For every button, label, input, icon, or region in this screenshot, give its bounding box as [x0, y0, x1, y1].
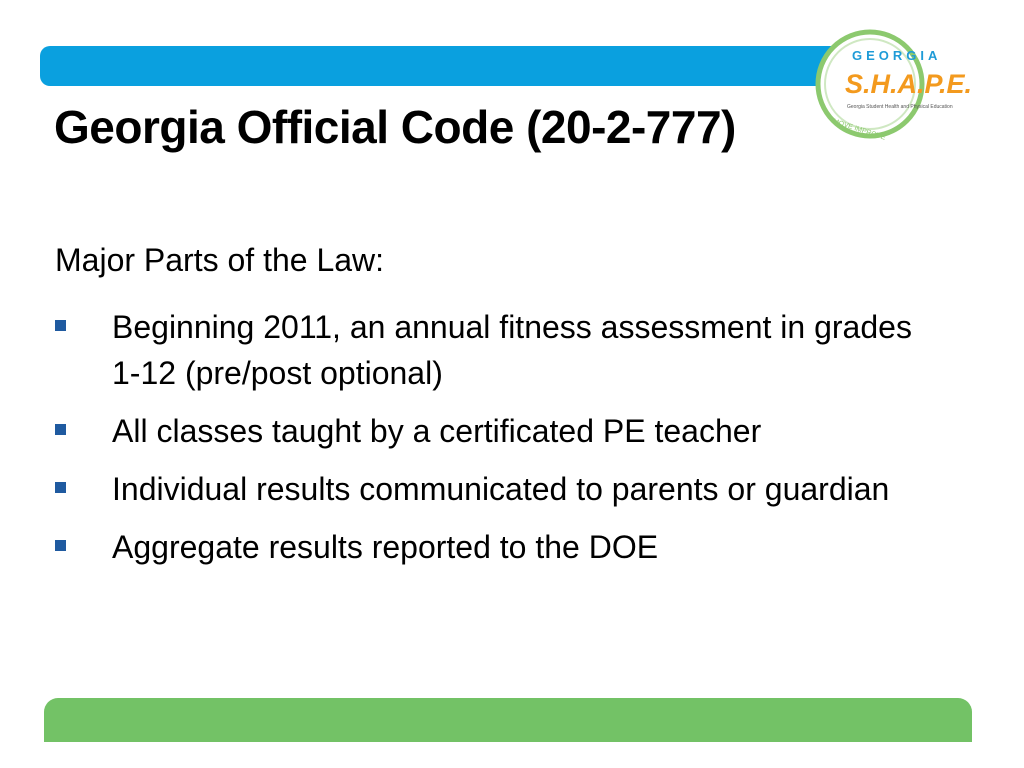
top-accent-bar [40, 46, 900, 86]
square-bullet-icon [55, 424, 66, 435]
square-bullet-icon [55, 320, 66, 331]
square-bullet-icon [55, 540, 66, 551]
logo-tagline: Georgia Student Health and Physical Education [847, 104, 953, 110]
logo-main-text: S.H.A.P.E. [845, 69, 973, 99]
square-bullet-icon [55, 482, 66, 493]
bullet-text: Aggregate results reported to the DOE [112, 529, 659, 565]
bullet-text: Beginning 2011, an annual fitness assessment in grades 1-12 (pre/post optional) [112, 309, 912, 391]
slide-title: Georgia Official Code (20-2-777) [54, 101, 736, 153]
bullet-text: Individual results communicated to parents or guardian [112, 471, 890, 507]
bullet-item [55, 524, 935, 570]
bottom-accent-bar [44, 698, 972, 742]
bullet-text: All classes taught by a certificated PE teacher [112, 413, 762, 449]
slide-subtitle: Major Parts of the Law: [55, 242, 385, 278]
logo-arc-text: MOVE IMPROVE [831, 118, 887, 142]
logo-top-text: GEORGIA [852, 48, 942, 63]
bullet-item [55, 466, 935, 512]
bullet-item [55, 408, 935, 454]
bullet-list [55, 304, 935, 582]
georgia-shape-logo [812, 26, 978, 142]
bullet-item [55, 304, 935, 396]
